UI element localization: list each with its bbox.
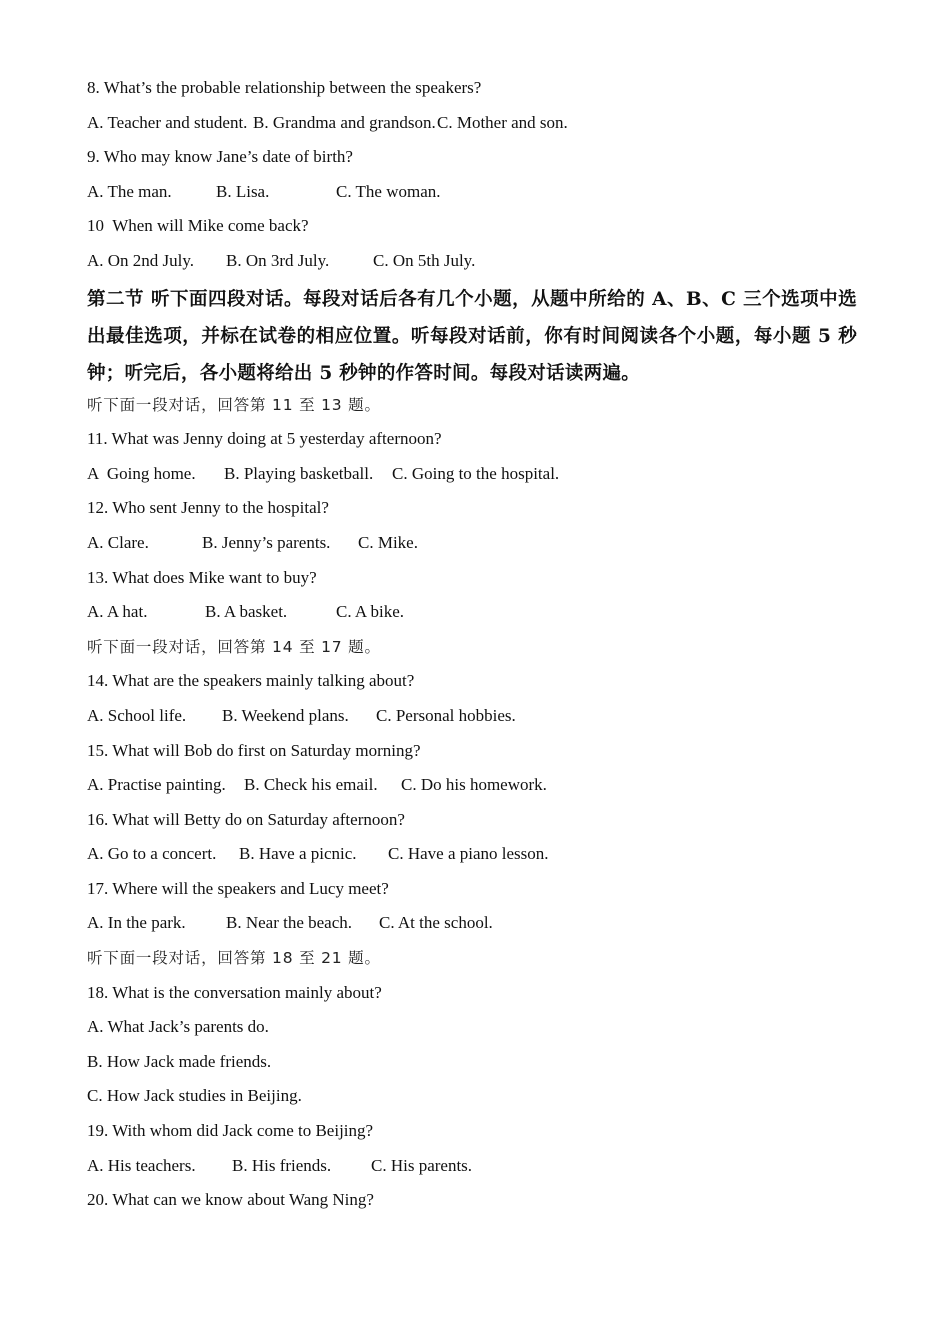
question-17: 17. Where will the speakers and Lucy meet? xyxy=(87,878,389,898)
option-a: A. In the park. xyxy=(87,913,186,933)
option-c: C. Mother and son. xyxy=(437,112,568,132)
option-a: A. On 2nd July. xyxy=(87,250,195,270)
section-2-instructions: 第二节 听下面四段对话。每段对话后各有几个小题，从题中所给的 A、B、C 三个选项中选出最佳选项，并标在试卷的相应位置。听每段对话前，你有时间阅读各个小题，每小题 5 秒钟；听完后，各小题将给出 5 秒钟的作答时间。每段对话读两遍。 xyxy=(87,288,857,384)
option-c: C. His parents. xyxy=(371,1155,473,1175)
option-b: B. Playing basketball. xyxy=(224,463,374,483)
option-a: A. Teacher and student. xyxy=(87,112,248,132)
question-15-options xyxy=(87,775,867,795)
dialog-2-intro: 听下面一段对话，回答第 14 至 17 题。 xyxy=(87,637,381,656)
question-17-options xyxy=(87,913,867,933)
option-a: A. The man. xyxy=(87,181,172,201)
option-a: A. School life. xyxy=(87,705,187,725)
option-b: B. On 3rd July. xyxy=(226,250,330,270)
question-8: 8. What’s the probable relationship between the speakers? xyxy=(87,78,482,97)
option-b: B. Weekend plans. xyxy=(222,705,349,725)
option-c: C. Mike. xyxy=(358,532,418,552)
option-b: B. Check his email. xyxy=(244,775,378,795)
option-c: C. Have a piano lesson. xyxy=(388,844,549,864)
question-12-options xyxy=(87,533,867,553)
option-c: C. A bike. xyxy=(336,602,405,622)
question-19: 19. With whom did Jack come to Beijing? xyxy=(87,1121,374,1141)
option-c: C. How Jack studies in Beijing. xyxy=(87,1086,302,1106)
question-15: 15. What will Bob do first on Saturday morning? xyxy=(87,740,421,760)
option-b: B. How Jack made friends. xyxy=(87,1051,272,1071)
question-16-options xyxy=(87,844,867,864)
question-20: 20. What can we know about Wang Ning? xyxy=(87,1190,374,1210)
option-a: A. Practise painting. xyxy=(87,775,226,795)
question-8-options xyxy=(87,113,867,133)
option-a: A Going home. xyxy=(87,463,196,483)
question-12: 12. Who sent Jenny to the hospital? xyxy=(87,498,329,518)
question-11-options xyxy=(87,464,867,484)
dialog-1-intro: 听下面一段对话，回答第 11 至 13 题。 xyxy=(87,395,381,414)
option-b: B. Lisa. xyxy=(216,181,270,201)
option-b: B. His friends. xyxy=(232,1155,332,1175)
option-a: A. Go to a concert. xyxy=(87,844,217,864)
option-b: B. Jenny’s parents. xyxy=(202,532,331,552)
option-b: B. Grandma and grandson. xyxy=(253,112,436,132)
exam-page xyxy=(87,78,867,1225)
question-11: 11. What was Jenny doing at 5 yesterday afternoon? xyxy=(87,429,442,449)
option-c: C. Going to the hospital. xyxy=(392,463,560,483)
question-10: 10 When will Mike come back? xyxy=(87,216,309,236)
question-10-options xyxy=(87,251,867,271)
option-c: C. At the school. xyxy=(379,913,493,933)
question-14-options xyxy=(87,706,867,726)
option-b: B. Near the beach. xyxy=(226,913,353,933)
option-a: A. Clare. xyxy=(87,532,149,552)
question-14: 14. What are the speakers mainly talking about? xyxy=(87,671,415,691)
option-a: A. What Jack’s parents do. xyxy=(87,1017,269,1037)
question-16: 16. What will Betty do on Saturday afternoon? xyxy=(87,809,405,829)
question-18: 18. What is the conversation mainly about? xyxy=(87,982,382,1002)
question-19-options xyxy=(87,1156,867,1176)
option-a: A. His teachers. xyxy=(87,1155,196,1175)
dialog-3-intro: 听下面一段对话，回答第 18 至 21 题。 xyxy=(87,949,381,968)
question-9: 9. Who may know Jane’s date of birth? xyxy=(87,147,353,167)
option-a: A. A hat. xyxy=(87,602,148,622)
question-9-options xyxy=(87,182,867,202)
option-c: C. The woman. xyxy=(336,181,441,201)
question-13-options xyxy=(87,602,867,622)
option-b: B. A basket. xyxy=(205,602,288,622)
option-c: C. Personal hobbies. xyxy=(376,705,516,725)
option-c: C. On 5th July. xyxy=(373,250,476,270)
option-c: C. Do his homework. xyxy=(401,775,547,795)
question-13: 13. What does Mike want to buy? xyxy=(87,567,317,587)
option-b: B. Have a picnic. xyxy=(239,844,357,864)
